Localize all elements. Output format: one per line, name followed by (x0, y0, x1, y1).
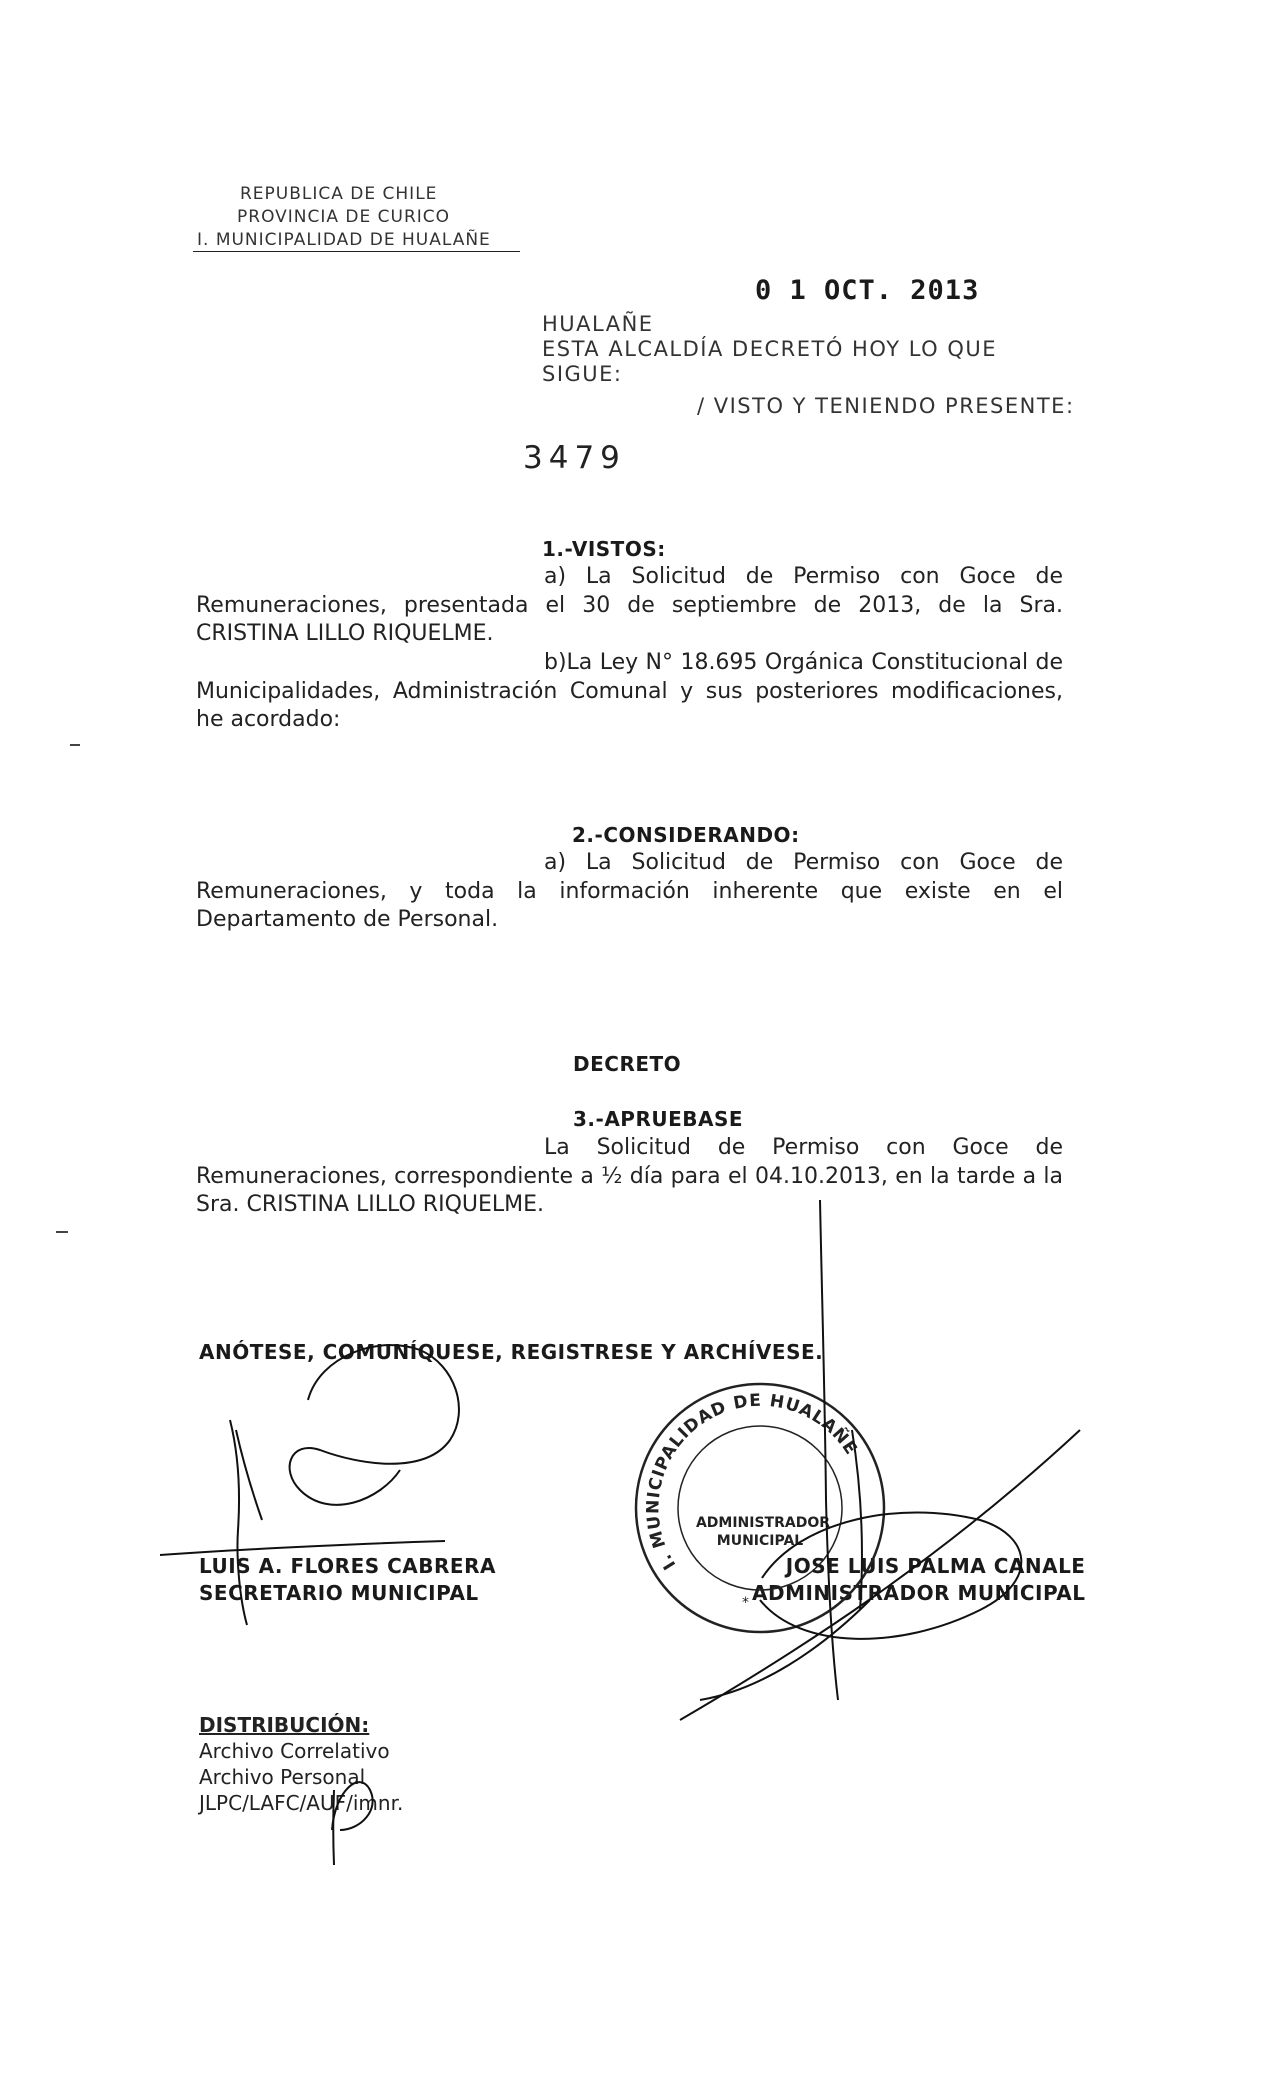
considerando-paragraph-a: a) La Solicitud de Permiso con Goce de Remuneraciones, y toda la información inherente que existe en el Departamento de Personal. (196, 850, 1063, 932)
closing-formula: ANÓTESE, COMUNÍQUESE, REGISTRESE Y ARCHÍVESE. (199, 1340, 824, 1364)
decreto-heading: DECRETO (573, 1052, 682, 1076)
seal-center-line2: MUNICIPAL (716, 1533, 804, 1549)
section-considerando-heading: 2.-CONSIDERANDO: (572, 823, 800, 847)
apruebase-paragraph: La Solicitud de Permiso con Goce de Remuneraciones, correspondiente a ½ día para el 04.10.2013, en la tarde a la Sra. CRISTINA LILLO RIQUELME. (196, 1135, 1063, 1217)
signatory-name: LUIS A. FLORES CABRERA (199, 1554, 496, 1578)
date-stamp: 0 1 OCT. 2013 (755, 275, 980, 306)
alcaldia-sigue: SIGUE: (542, 362, 623, 386)
distribution-block (199, 1712, 403, 1816)
signatory-secretario (199, 1553, 496, 1607)
visto-line: / VISTO Y TENIENDO PRESENTE: (697, 394, 1075, 418)
signatory-administrador (752, 1553, 1085, 1607)
section-apruebase-heading: 3.-APRUEBASE (573, 1107, 744, 1131)
vistos-paragraph-b: b)La Ley N° 18.695 Orgánica Constitucional de Municipalidades, Administración Comunal y sus posteriores modificaciones, he acordado: (196, 650, 1063, 732)
header-underline (193, 251, 520, 252)
section-vistos-heading: 1.-VISTOS: (542, 537, 666, 561)
signatory-title: SECRETARIO MUNICIPAL (199, 1581, 479, 1605)
place-name: HUALAÑE (542, 312, 654, 336)
decree-number: 3479 (523, 440, 626, 476)
distribution-item: JLPC/LAFC/AUF/imnr. (199, 1791, 404, 1815)
distribution-item: Archivo Correlativo (199, 1739, 390, 1763)
signatory-name: JOSE LUIS PALMA CANALE (785, 1554, 1086, 1578)
signatory-title: ADMINISTRADOR MUNICIPAL (752, 1581, 1086, 1605)
distribution-heading: DISTRIBUCIÓN: (199, 1713, 370, 1737)
seal-center-line1: ADMINISTRADOR (695, 1515, 831, 1531)
header-republica: REPUBLICA DE CHILE (240, 184, 438, 204)
distribution-item: Archivo Personal (199, 1765, 366, 1789)
alcaldia-line: ESTA ALCALDÍA DECRETÓ HOY LO QUE (542, 337, 998, 361)
seal-star: * (742, 1595, 749, 1611)
header-provincia: PROVINCIA DE CURICO (237, 207, 451, 227)
header-municipalidad: I. MUNICIPALIDAD DE HUALAÑE (197, 230, 491, 250)
handwritten-signature-right (680, 1200, 1080, 1720)
seal-ring-text: I. MUNICIPALIDAD DE HUALAÑE (643, 1390, 862, 1574)
vistos-paragraph-a: a) La Solicitud de Permiso con Goce de Remuneraciones, presentada el 30 de septiembre de 2013, de la Sra. CRISTINA LILLO RIQUELME. (196, 564, 1063, 646)
